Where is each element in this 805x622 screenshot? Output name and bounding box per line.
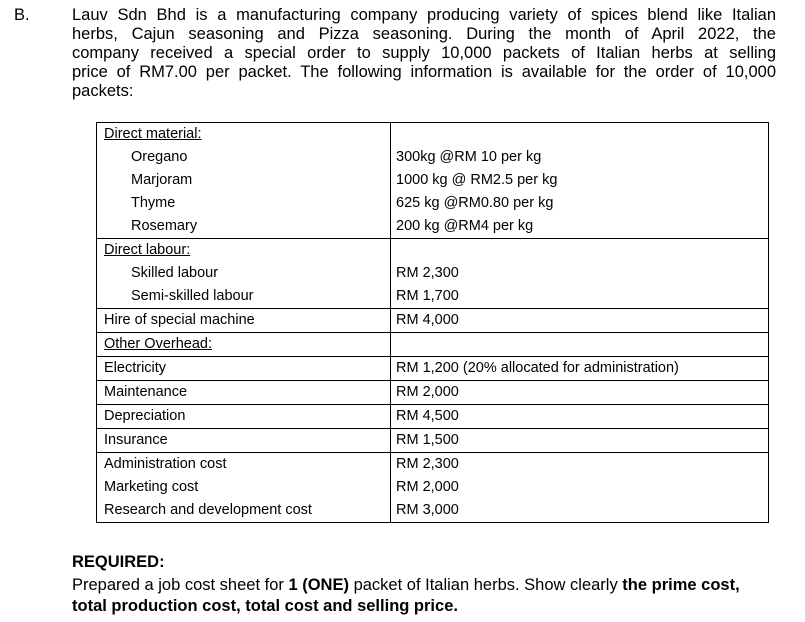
direct-labour-section	[97, 239, 769, 309]
required-bold-count: 1 (ONE)	[288, 576, 349, 594]
other-costs-section	[97, 453, 769, 523]
other-cost-value: RM 2,300	[396, 456, 459, 472]
required-heading: REQUIRED:	[72, 553, 165, 571]
material-item-name: Oregano	[131, 149, 188, 165]
overhead-row	[97, 429, 769, 453]
material-item-name: Thyme	[131, 195, 176, 211]
hire-machine-row	[97, 309, 769, 333]
overhead-row	[97, 381, 769, 405]
paragraph-line: price of RM7.00 per packet. The following information is available for the order of 10,000	[72, 63, 776, 81]
overhead-item-value: RM 1,500	[396, 432, 459, 448]
paragraph-line: Lauv Sdn Bhd is a manufacturing company producing variety of spices blend like Italian	[72, 6, 776, 24]
hire-machine-name: Hire of special machine	[104, 312, 255, 328]
material-item-name: Rosemary	[131, 218, 198, 234]
overhead-item-name: Depreciation	[104, 408, 186, 424]
labour-item-name: Skilled labour	[131, 265, 219, 281]
other-cost-value: RM 3,000	[396, 502, 459, 518]
hire-machine-value: RM 4,000	[396, 312, 459, 328]
other-cost-name: Marketing cost	[104, 479, 199, 495]
material-item-value: 200 kg @RM4 per kg	[396, 218, 534, 234]
overhead-item-name: Maintenance	[104, 384, 188, 400]
direct-labour-heading: Direct labour:	[104, 242, 191, 258]
paragraph-line: herbs, Cajun seasoning and Pizza seasoning. During the month of April 2022, the	[72, 25, 776, 43]
question-paragraph	[72, 6, 776, 101]
other-cost-name: Administration cost	[104, 456, 227, 472]
material-item-value: 625 kg @RM0.80 per kg	[396, 195, 554, 211]
other-overhead-heading: Other Overhead:	[104, 336, 212, 352]
other-cost-name: Research and development cost	[104, 502, 312, 518]
required-bold-items: the prime cost, total production cost, total cost and selling price.	[72, 576, 740, 615]
material-item-value: 1000 kg @ RM2.5 per kg	[396, 172, 558, 188]
required-text-part: packet of Italian herbs. Show clearly	[348, 576, 623, 594]
direct-material-section	[97, 123, 769, 239]
paragraph-line: packets:	[72, 82, 134, 100]
overhead-row	[97, 357, 769, 381]
other-cost-value: RM 2,000	[396, 479, 459, 495]
required-text-part: Prepared a job cost sheet for	[72, 576, 289, 594]
direct-material-heading: Direct material:	[104, 126, 202, 142]
overhead-item-value: RM 4,500	[396, 408, 459, 424]
labour-item-value: RM 2,300	[396, 265, 459, 281]
cost-table	[96, 122, 769, 523]
overhead-item-value: RM 1,200 (20% allocated for administration)	[396, 360, 679, 376]
material-item-name: Marjoram	[131, 172, 193, 188]
question-label: B.	[14, 6, 30, 24]
required-text	[72, 575, 772, 617]
overhead-item-name: Electricity	[104, 360, 167, 376]
material-item-value: 300kg @RM 10 per kg	[396, 149, 542, 165]
other-overhead-heading-row	[97, 333, 769, 357]
overhead-item-name: Insurance	[104, 432, 168, 448]
overhead-item-value: RM 2,000	[396, 384, 459, 400]
labour-item-value: RM 1,700	[396, 288, 459, 304]
overhead-row	[97, 405, 769, 429]
labour-item-name: Semi-skilled labour	[131, 288, 254, 304]
paragraph-line: company received a special order to supply 10,000 packets of Italian herbs at selling	[72, 44, 776, 62]
